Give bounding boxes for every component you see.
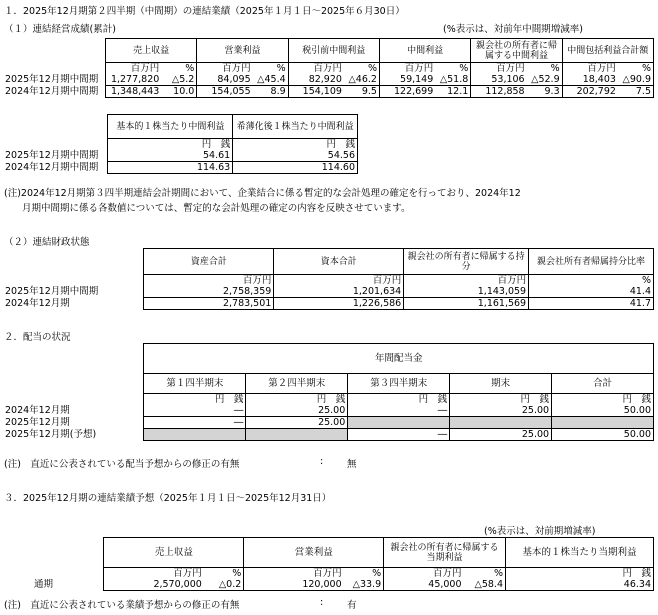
value-cell: 82,920 xyxy=(288,74,344,86)
value-cell: 1,226,586 xyxy=(274,298,404,310)
table-row xyxy=(4,579,654,591)
unit-row xyxy=(4,139,358,151)
header-owners-equity: 親会社の所有者に帰属する持分 xyxy=(404,249,529,275)
value-cell: 1,277,820 xyxy=(105,74,161,86)
unit-cell: 円 銭 xyxy=(450,394,552,406)
value-cell: 25.00 xyxy=(450,405,552,417)
value-cell: 114.60 xyxy=(233,162,358,174)
table-row xyxy=(4,417,654,429)
row-label: 2025年12月期中間期 xyxy=(5,74,99,86)
unit-cell: 円 銭 xyxy=(246,394,348,406)
value-cell: 41.7 xyxy=(529,298,654,310)
unit-cell: 円 銭 xyxy=(144,394,246,406)
header-forecast-operating-profit: 営業利益 xyxy=(244,538,384,568)
value-cell: △46.2 xyxy=(344,74,380,86)
dividend-revision-value: 無 xyxy=(347,459,357,470)
value-cell: 7.5 xyxy=(618,86,654,98)
value-cell: 2,570,000 xyxy=(104,579,204,591)
value-cell: 9.5 xyxy=(344,86,380,98)
value-cell: 154,055 xyxy=(197,86,253,98)
value-cell: 25.00 xyxy=(246,417,348,429)
header-q3-end: 第３四半期末 xyxy=(348,374,450,394)
section1-note-line2: 月期中間期に係る各数値については、暫定的な会計処理の確定の内容を反映させています。 xyxy=(22,203,411,214)
value-cell: 114.63 xyxy=(108,162,233,174)
value-cell: ― xyxy=(144,417,246,429)
row-label: 2024年12月期中間期 xyxy=(5,162,99,173)
header-row xyxy=(4,249,654,275)
header-row xyxy=(4,39,654,63)
header-forecast-eps: 基本的１株当たり当期利益 xyxy=(506,538,654,568)
value-cell: 122,699 xyxy=(379,86,435,98)
unit-cell: 円 銭 xyxy=(108,139,233,151)
header-diluted-eps: 希薄化後１株当たり中間利益 xyxy=(233,115,358,139)
value-cell: 41.4 xyxy=(529,286,654,298)
header-operating-profit: 営業利益 xyxy=(197,39,288,63)
value-cell: 202,792 xyxy=(562,86,618,98)
table-row xyxy=(4,150,358,162)
empty-cell xyxy=(246,429,348,441)
row-label: 2025年12月期中間期 xyxy=(5,150,99,162)
unit-cell: % xyxy=(344,568,384,580)
unit-cell: 百万円 xyxy=(404,275,529,287)
unit-row xyxy=(4,63,654,75)
table-row xyxy=(4,429,654,441)
empty-cell xyxy=(144,429,246,441)
header-row xyxy=(4,115,358,139)
value-cell: 84,095 xyxy=(197,74,253,86)
value-cell: 45,000 xyxy=(384,579,464,591)
unit-cell: 百万円 xyxy=(384,568,464,580)
unit-row xyxy=(4,275,654,287)
unit-cell: 百万円 xyxy=(105,63,161,75)
unit-cell: % xyxy=(527,63,563,75)
value-cell: ― xyxy=(144,405,246,417)
value-cell: 25.00 xyxy=(246,405,348,417)
row-label: 2024年12月期 xyxy=(5,298,70,309)
unit-cell: % xyxy=(161,63,197,75)
row-label: 2025年12月期 xyxy=(5,417,70,428)
table-row xyxy=(4,86,654,98)
row-label: 2024年12月期中間期 xyxy=(5,86,99,97)
header-revenue: 売上収益 xyxy=(105,39,196,63)
unit-cell: % xyxy=(435,63,471,75)
value-cell: 120,000 xyxy=(244,579,344,591)
unit-cell: 百万円 xyxy=(274,275,404,287)
value-cell: ― xyxy=(348,429,450,441)
table-row xyxy=(4,405,654,417)
forecast-heading: ３．2025年12月期の連結業績予想（2025年１月１日～2025年12月31日） xyxy=(4,493,332,504)
unit-cell: % xyxy=(253,63,289,75)
unit-cell: 百万円 xyxy=(379,63,435,75)
unit-cell: 百万円 xyxy=(288,63,344,75)
value-cell: 46.34 xyxy=(506,579,654,591)
header-row xyxy=(4,538,654,568)
header-group-row xyxy=(4,344,654,374)
value-cell: 154,109 xyxy=(288,86,344,98)
unit-cell: 円 銭 xyxy=(233,139,358,151)
value-cell: △0.2 xyxy=(204,579,244,591)
forecast-revision-note: (注) 直近に公表されている業績予想からの修正の有無 xyxy=(4,600,240,611)
header-total-assets: 資産合計 xyxy=(144,249,274,275)
pct-change-note: (%表示は、対前年中間期増減率) xyxy=(443,24,583,35)
value-cell: △45.4 xyxy=(253,74,289,86)
value-cell: 50.00 xyxy=(552,429,654,441)
unit-cell: 百万円 xyxy=(471,63,527,75)
value-cell: 18,403 xyxy=(562,74,618,86)
value-cell: △58.4 xyxy=(464,579,506,591)
header-owners-profit: 親会社の所有者に帰属する中間利益 xyxy=(471,39,562,63)
value-cell: 1,161,569 xyxy=(404,298,529,310)
unit-cell: 円 銭 xyxy=(552,394,654,406)
unit-row xyxy=(4,394,654,406)
section1-title: １．2025年12月期第２四半期（中間期）の連結業績（2025年１月１日～2025年６月30日） xyxy=(4,6,405,17)
corner-cell xyxy=(4,39,105,63)
value-cell: △52.9 xyxy=(527,74,563,86)
unit-cell: 百万円 xyxy=(144,275,274,287)
unit-cell: 百万円 xyxy=(562,63,618,75)
value-cell: △90.9 xyxy=(618,74,654,86)
header-forecast-owners-profit: 親会社の所有者に帰属する当期利益 xyxy=(384,538,506,568)
eps-table xyxy=(4,114,358,174)
value-cell: 54.61 xyxy=(108,150,233,162)
unit-cell: 百万円 xyxy=(244,568,344,580)
value-cell: 53,106 xyxy=(471,74,527,86)
value-cell: 112,858 xyxy=(471,86,527,98)
row-label: 2025年12月期中間期 xyxy=(5,286,99,298)
unit-cell: 百万円 xyxy=(104,568,204,580)
header-q2-end: 第２四半期末 xyxy=(246,374,348,394)
value-cell: 1,348,443 xyxy=(105,86,161,98)
empty-cell xyxy=(348,417,450,429)
unit-cell: 百万円 xyxy=(197,63,253,75)
section1-note-line1: (注)2024年12月期第３四半期連結会計期間において、企業結合に係る暫定的な会計処理の確定を行っており、2024年12 xyxy=(4,188,521,199)
unit-row xyxy=(4,568,654,580)
empty-cell xyxy=(450,417,552,429)
dividends-heading: ２．配当の状況 xyxy=(4,332,71,343)
header-forecast-revenue: 売上収益 xyxy=(104,538,244,568)
value-cell: 54.56 xyxy=(233,150,358,162)
header-year-end: 期末 xyxy=(450,374,552,394)
unit-cell: % xyxy=(618,63,654,75)
header-pretax-profit: 税引前中間利益 xyxy=(288,39,379,63)
table-row xyxy=(4,286,654,298)
unit-cell: % xyxy=(344,63,380,75)
value-cell: 50.00 xyxy=(552,405,654,417)
forecast-revision-colon: : xyxy=(320,597,324,608)
annual-dividend-header: 年間配当金 xyxy=(144,344,654,374)
value-cell: 59,149 xyxy=(379,74,435,86)
table-row xyxy=(4,298,654,310)
value-cell: 10.0 xyxy=(161,86,197,98)
value-cell: ― xyxy=(348,405,450,417)
header-basic-eps: 基本的１株当たり中間利益 xyxy=(108,115,233,139)
forecast-pct-note: (%表示は、対前期増減率) xyxy=(484,526,596,537)
forecast-table xyxy=(4,537,654,591)
value-cell: 9.3 xyxy=(527,86,563,98)
unit-cell: % xyxy=(204,568,244,580)
row-label: 2025年12月期(予想) xyxy=(5,429,97,440)
value-cell: △33.9 xyxy=(344,579,384,591)
value-cell: △5.2 xyxy=(161,74,197,86)
forecast-revision-value: 有 xyxy=(347,600,357,611)
table-row xyxy=(4,74,654,86)
financial-position-table xyxy=(4,248,654,310)
empty-cell xyxy=(552,417,654,429)
table-row xyxy=(4,162,358,174)
header-equity-ratio: 親会社所有者帰属持分比率 xyxy=(529,249,654,275)
header-interim-profit: 中間利益 xyxy=(379,39,470,63)
header-total-equity: 資本合計 xyxy=(274,249,404,275)
value-cell: 25.00 xyxy=(450,429,552,441)
header-total: 合計 xyxy=(552,374,654,394)
value-cell: 8.9 xyxy=(253,86,289,98)
header-comprehensive-income: 中間包括利益合計額 xyxy=(562,39,653,63)
row-label: 通期 xyxy=(34,579,54,591)
value-cell: △51.8 xyxy=(435,74,471,86)
financial-position-heading: （２）連結財政状態 xyxy=(4,237,90,248)
dividends-table xyxy=(4,343,654,441)
unit-cell: % xyxy=(464,568,506,580)
operating-results-heading: （１）連結経営成績(累計) xyxy=(4,24,116,35)
value-cell: 2,783,501 xyxy=(144,298,274,310)
value-cell: 1,201,634 xyxy=(274,286,404,298)
header-q1-end: 第１四半期末 xyxy=(144,374,246,394)
unit-cell: 円 銭 xyxy=(506,568,654,580)
operating-results-table xyxy=(4,38,654,98)
value-cell: 12.1 xyxy=(435,86,471,98)
header-row xyxy=(4,374,654,394)
unit-cell: 円 銭 xyxy=(348,394,450,406)
dividend-revision-colon: : xyxy=(320,456,324,467)
value-cell: 2,758,359 xyxy=(144,286,274,298)
dividend-revision-note: (注) 直近に公表されている配当予想からの修正の有無 xyxy=(4,459,240,470)
value-cell: 1,143,059 xyxy=(404,286,529,298)
unit-cell: % xyxy=(529,275,654,287)
row-label: 2024年12月期 xyxy=(5,405,70,417)
